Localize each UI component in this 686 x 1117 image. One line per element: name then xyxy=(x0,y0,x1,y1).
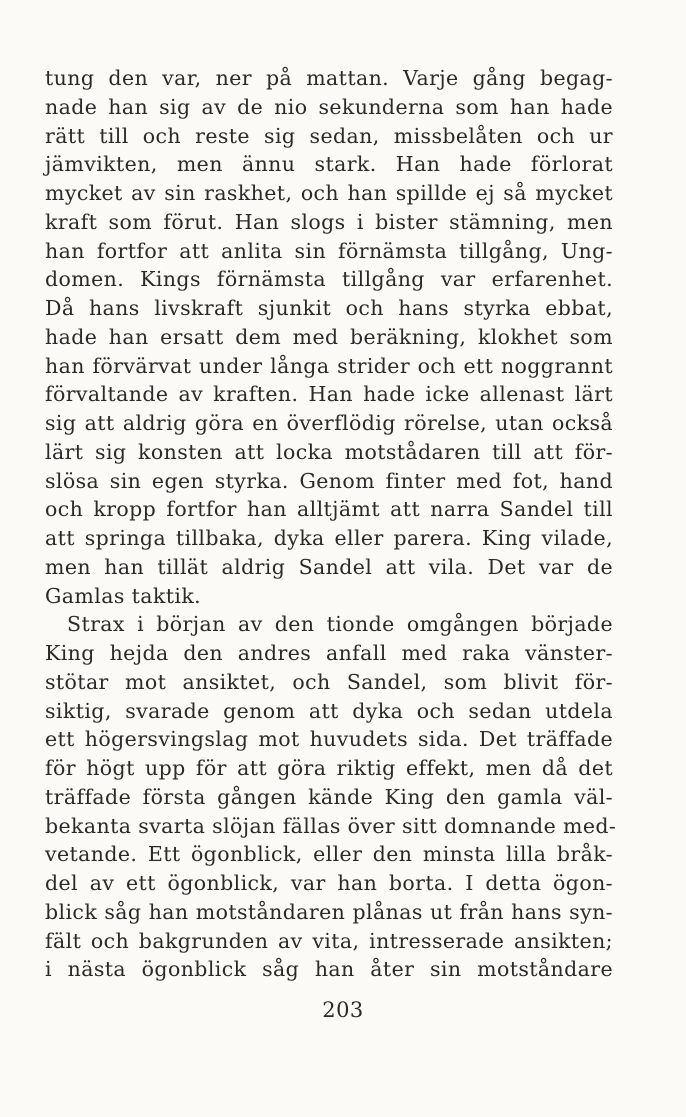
text-line: han fortfor att anlita sin förnämsta tillgång, Ung- xyxy=(45,238,613,263)
text-line: ett högersvingslag mot huvudets sida. Det träffade xyxy=(45,727,613,752)
body-text xyxy=(45,64,617,984)
text-line: del av ett ögonblick, var han borta. I detta ögon- xyxy=(45,871,613,895)
text-line: och kropp fortfor han alltjämt att narra Sandel till xyxy=(45,497,613,522)
text-line: han förvärvat under långa strider och ett noggrannt xyxy=(45,353,613,378)
paragraph-start-line: Strax i början av den tionde omgången började xyxy=(67,612,613,637)
text-line: jämvikten, men ännu stark. Han hade förlorat xyxy=(45,152,613,177)
text-line: lärt sig konsten att locka motstådaren till att för- xyxy=(45,439,613,464)
text-line: stötar mot ansiktet, och Sandel, som blivit för- xyxy=(45,669,613,694)
text-line: mycket av sin raskhet, och han spillde ej så mycket xyxy=(45,181,613,205)
text-line: Då hans livskraft sjunkit och hans styrka ebbat, xyxy=(45,296,613,320)
text-line: nade han sig av de nio sekunderna som han hade xyxy=(45,94,613,119)
text-line: förvaltande av kraften. Han hade icke allenast lärt xyxy=(45,382,613,407)
text-line: tung den var, ner på mattan. Varje gång begag- xyxy=(45,66,613,90)
text-line: blick såg han motståndaren plånas ut från hans syn- xyxy=(45,899,613,924)
text-line: King hejda den andres anfall med raka vänster- xyxy=(45,641,613,665)
text-line: i nästa ögonblick såg han åter sin motståndare xyxy=(45,957,613,982)
page-number: 203 xyxy=(322,998,364,1022)
text-line: fält och bakgrunden av vita, intresserade ansikten; xyxy=(45,928,613,953)
text-line: kraft som förut. Han slogs i bister stämning, men xyxy=(45,209,613,234)
text-line: vetande. Ett ögonblick, eller den minsta lilla bråk- xyxy=(45,842,613,867)
text-line: sig att aldrig göra en överflödig rörelse, utan också xyxy=(45,411,613,435)
text-line: hade han ersatt dem med beräkning, klokhet som xyxy=(45,324,613,349)
text-line: men han tillät aldrig Sandel att vila. Det var de xyxy=(45,554,613,579)
text-line: bekanta svarta slöjan fällas över sitt domnande med- xyxy=(45,813,617,838)
text-line: träffade första gången kände King den gamla väl- xyxy=(45,784,613,809)
paragraph-end-line: Gamlas taktik. xyxy=(45,583,202,608)
text-line: att springa tillbaka, dyka eller parera. King vilade, xyxy=(45,526,613,550)
text-line: för högt upp för att göra riktig effekt, men då det xyxy=(45,756,613,780)
text-line: domen. Kings förnämsta tillgång var erfarenhet. xyxy=(45,267,613,292)
text-line: rätt till och reste sig sedan, missbelåten och ur xyxy=(45,123,613,148)
text-line: slösa sin egen styrka. Genom finter med fot, hand xyxy=(45,468,613,493)
text-line: siktig, svarade genom att dyka och sedan utdela xyxy=(45,698,613,723)
